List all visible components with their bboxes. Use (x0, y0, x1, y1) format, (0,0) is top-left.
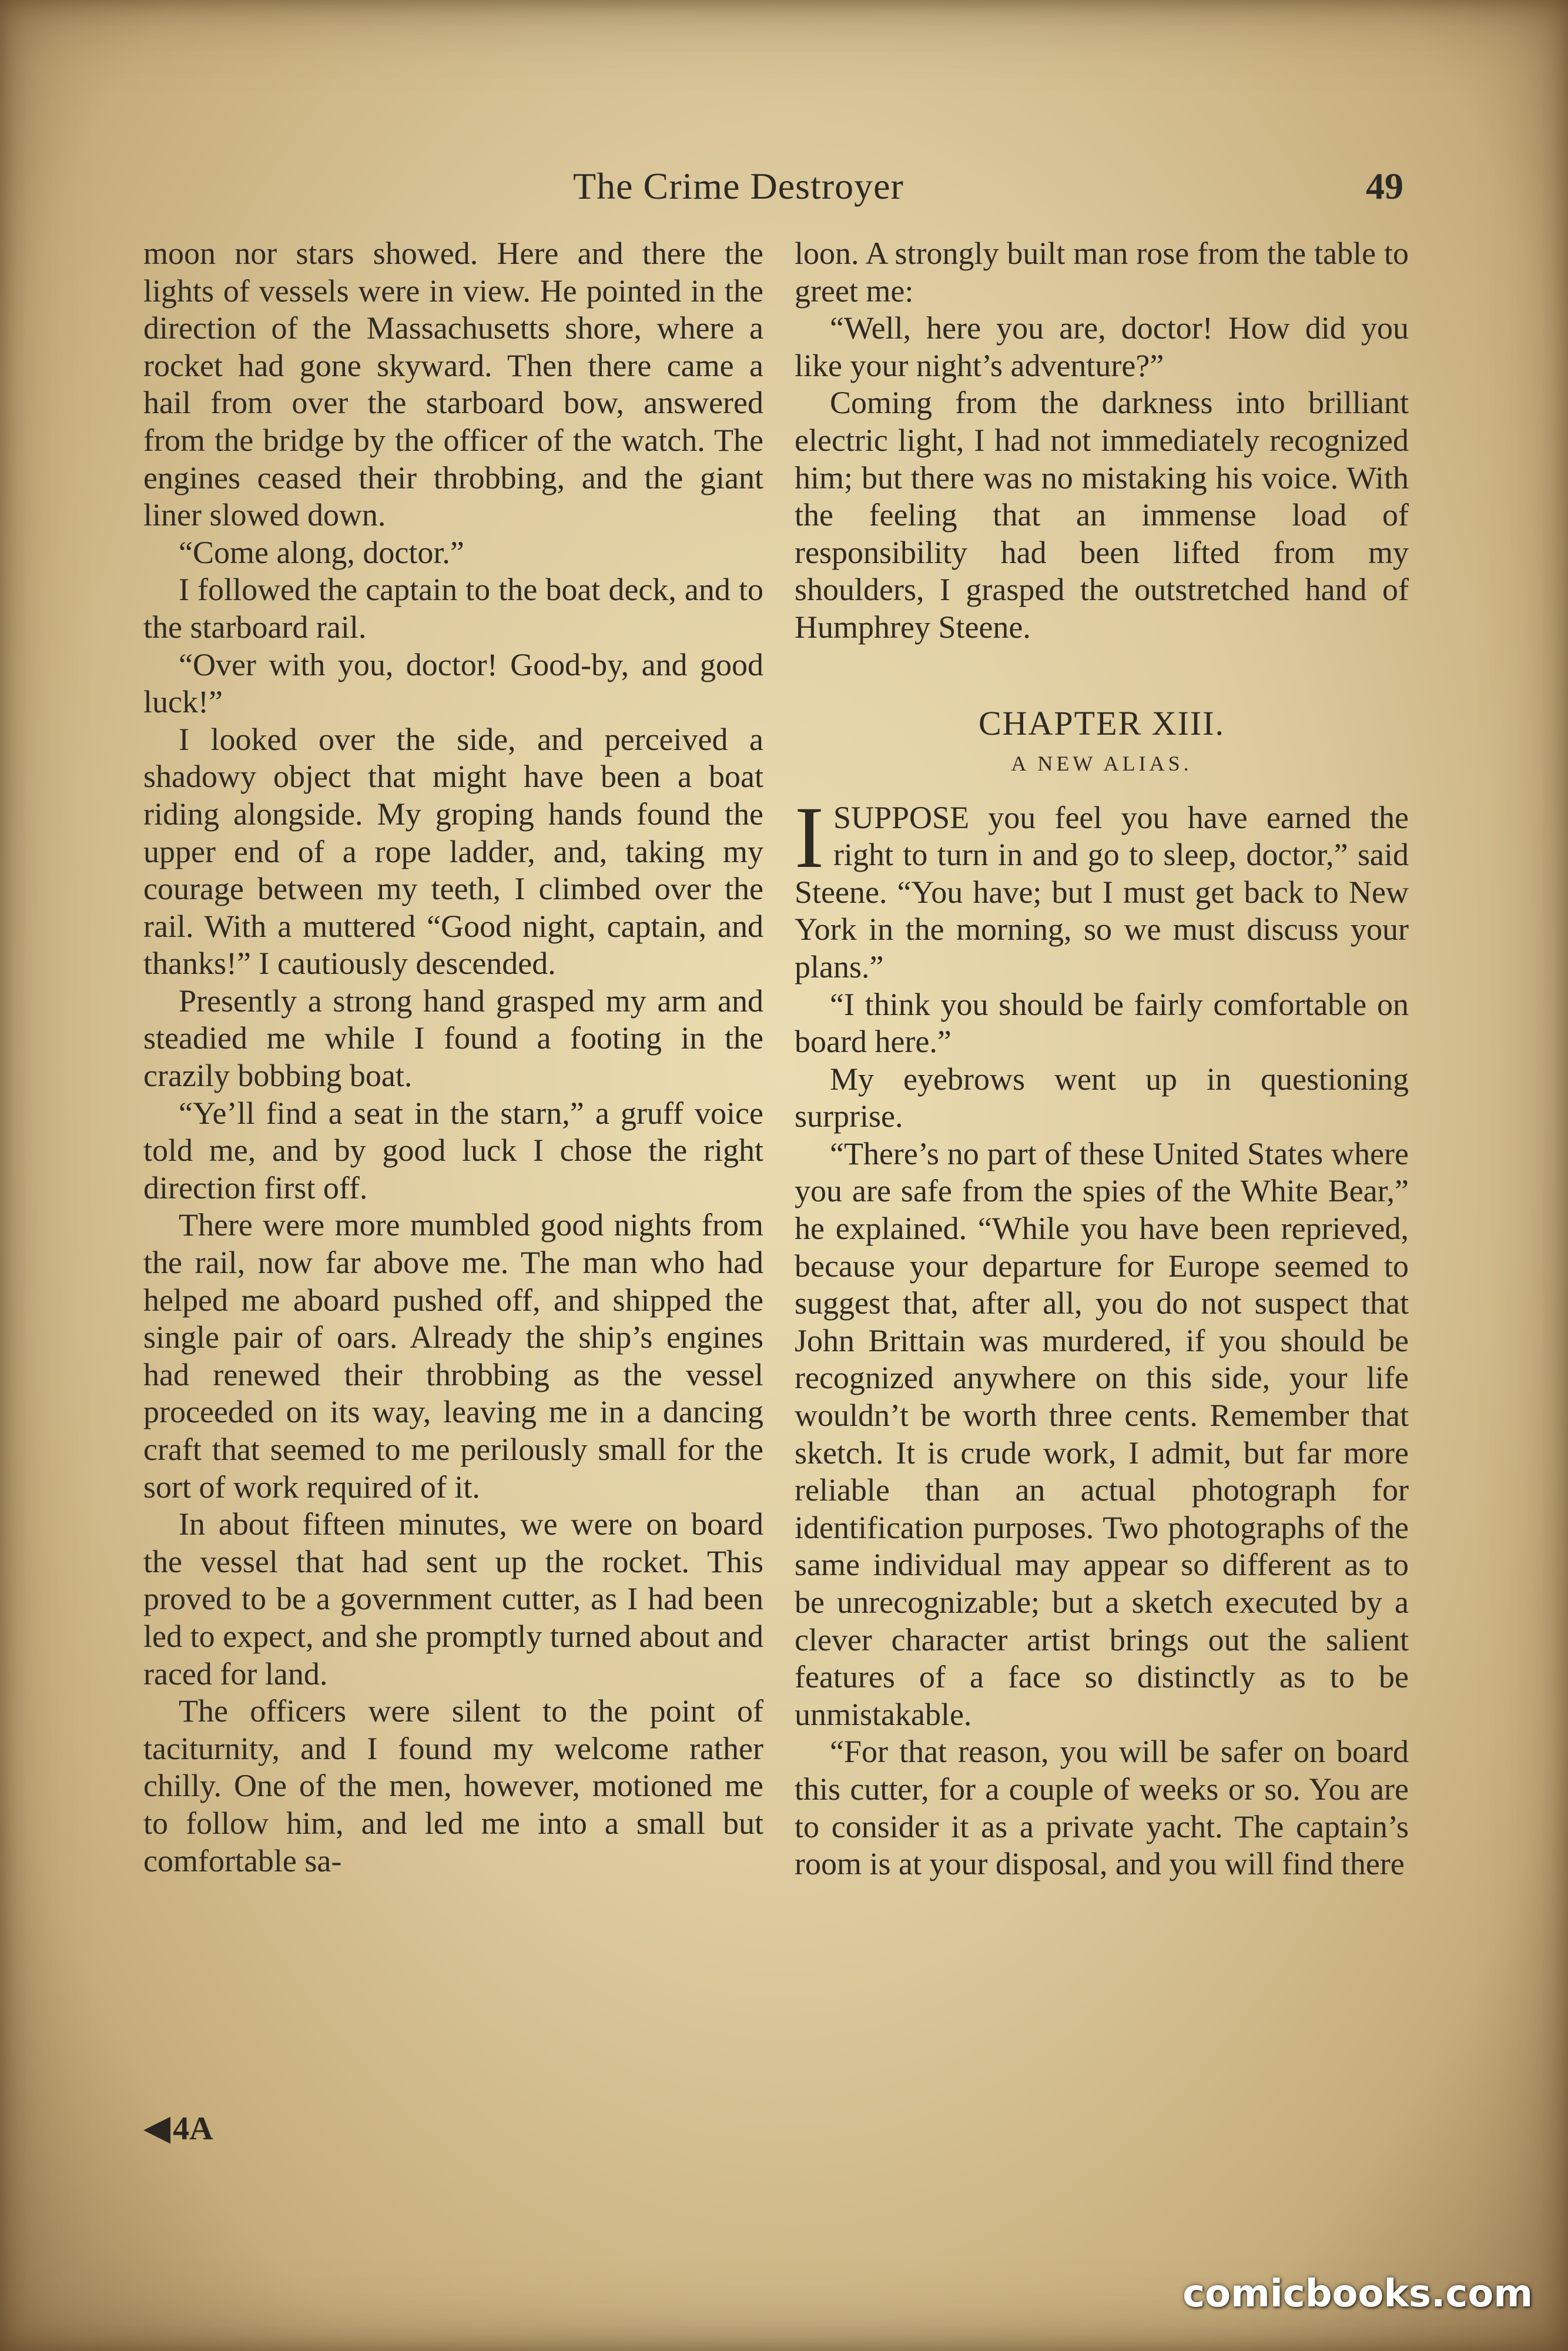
paragraph: “Well, here you are, doctor! How did you like your night’s adventure?” (795, 310, 1409, 383)
paragraph: In about fifteen minutes, we were on board the vessel that had sent up the rocket. This proved to be a government cutter, as I had been led to expect, and she promptly turned about and raced for land. (143, 1506, 763, 1692)
paragraph: “For that reason, you will be safer on board this cutter, for a couple of weeks or so. You are to consider it as a private yacht. The captain’s room is at your disposal, and you will find there (795, 1734, 1409, 1882)
paragraph: The officers were silent to the point of taciturnity, and I found my welcome rather chilly. One of the men, however, motioned me to follow him, and led me into a small but comfortable sa- (143, 1693, 763, 1878)
page-number: 49 (1366, 165, 1403, 207)
paragraph: “Come along, doctor.” (179, 534, 464, 570)
paragraph: loon. A strongly built man rose from the table to greet me: (795, 236, 1409, 309)
paragraph: “Ye’ll find a seat in the starn,” a gruff voice told me, and by good luck I chose the right direction first off. (143, 1095, 763, 1205)
left-arrow-icon: ◀ (143, 2108, 171, 2147)
right-column (795, 235, 1409, 1883)
running-title: The Crime Destroyer (573, 165, 904, 207)
signature-mark (143, 2107, 213, 2148)
paragraph: My eyebrows went up in questioning surprise. (795, 1061, 1409, 1134)
paragraph: Presently a strong hand grasped my arm and steadied me while I found a footing in the crazily bobbing boat. (143, 983, 763, 1094)
paragraph: There were more mumbled good nights from the rail, now far above me. The man who had helped me aboard pushed off, and shipped the single pair of oars. Already the ship’s engines had renewed their throbbing as the vessel proceeded on its way, leaving me in a dancing craft that seemed to me perilously small for the sort of work required of it. (143, 1207, 763, 1505)
drop-cap: I (795, 788, 824, 886)
paragraph: “There’s no part of these United States where you are safe from the spies of the White Bear,” he explained. “While you have been reprieved, because your departure for Europe seemed to suggest that, after all, you do not suspect that John Brittain was murdered, if you should be recognized anywhere on this side, your life wouldn’t be worth three cents. Remember that sketch. It is crude work, I admit, but far more reliable than an actual photograph for identification purposes. Two photographs of the same individual may appear so different as to be unrecognizable; but a sketch executed by a clever character artist brings out the salient features of a face so distinctly as to be unmistakable. (795, 1136, 1409, 1732)
page-header (573, 159, 1403, 223)
paragraph: moon nor stars showed. Here and there the lights of vessels were in view. He pointed in the direction of the Massachusetts shore, where a rocket had gone skyward. Then there came a hail from over the starboard bow, answered from the bridge by the officer of the watch. The engines ceased their throbbing, and the giant liner slowed down. (143, 236, 763, 533)
paragraph: I looked over the side, and perceived a shadowy object that might have been a boat riding alongside. My groping hands found the upper end of a rope ladder, and, taking my courage between my teeth, I climbed over the rail. With a muttered “Good night, captain, and thanks!” I cautiously descended. (143, 721, 763, 982)
left-column (143, 235, 763, 1880)
chapter-opening-paragraph (795, 788, 1409, 986)
signature-mark-text: 4A (173, 2111, 213, 2147)
chapter-title: CHAPTER XIII. (978, 704, 1225, 742)
paragraph: “Over with you, doctor! Good-by, and good luck!” (143, 647, 763, 720)
paragraph: Coming from the darkness into brilliant electric light, I had not immediately recognized him; but there was no mistaking his voice. With the feeling that an immense load of responsibility had been lifted from my shoulders, I grasped the outstretched hand of Humphrey Steene. (795, 385, 1409, 645)
watermark: comicbooks.com (1182, 2272, 1533, 2316)
paragraph: “I think you should be fairly comfortable on board here.” (795, 986, 1409, 1060)
chapter-subtitle: A NEW ALIAS. (1011, 751, 1192, 775)
paragraph: I followed the captain to the boat deck, and to the starboard rail. (143, 572, 763, 645)
chapter-opening-text: SUPPOSE you feel you have earned the right to turn in and go to sleep, doctor,” said Steene. “You have; but I must get back to New York in the morning, so we must discuss your plans.” (795, 799, 1409, 984)
